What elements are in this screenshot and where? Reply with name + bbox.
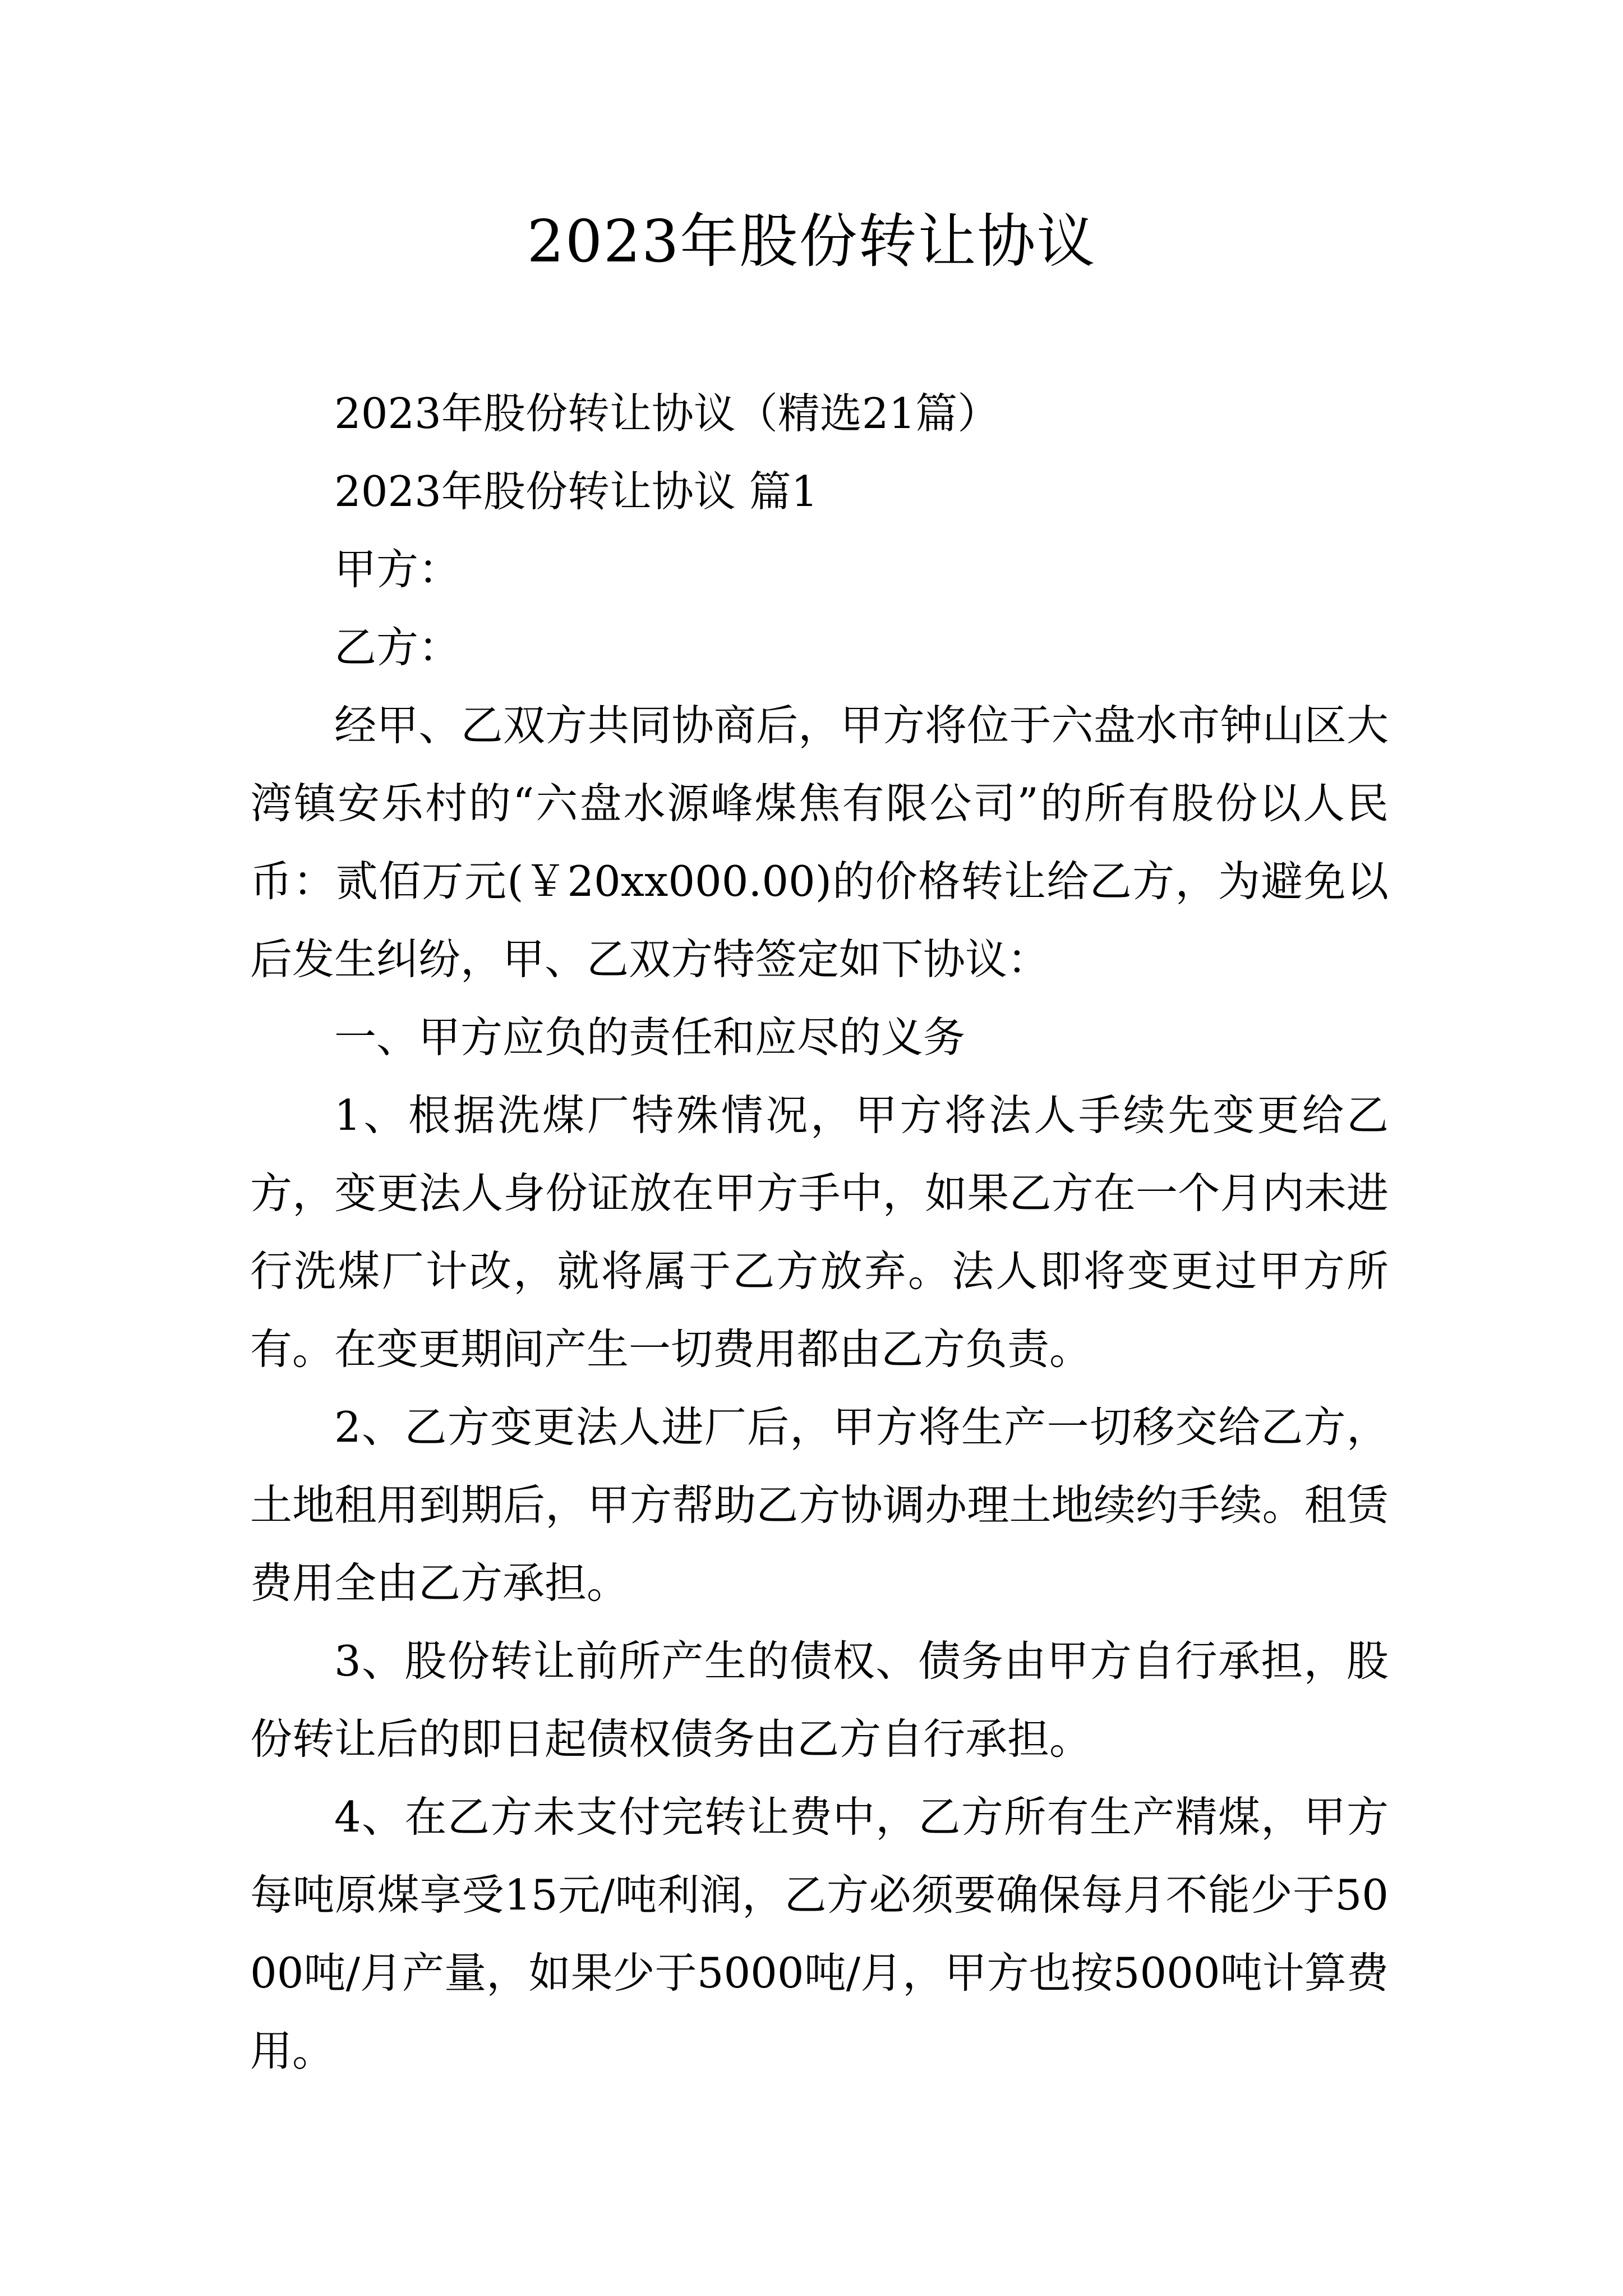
document-body — [250, 375, 1389, 2090]
paragraph-party-b: 乙方： — [334, 623, 461, 672]
paragraph-clause-4: 4、在乙方未支付完转让费中，乙方所有生产精煤，甲方每吨原煤享受15元/吨利润，乙方必须要确保每月不能少于5000吨/月产量，如果少于5000吨/月，甲方也按5000吨计算费用。 — [250, 1792, 1389, 2076]
paragraph-section-heading: 2023年股份转让协议 篇1 — [334, 467, 818, 516]
paragraph-clause-1: 1、根据洗煤厂特殊情况，甲方将法人手续先变更给乙方，变更法人身份证放在甲方手中，如果乙方在一个月内未进行洗煤厂计改，就将属于乙方放弃。法人即将变更过甲方所有。在变更期间产生一切费用都由乙方负责。 — [250, 1091, 1389, 1374]
paragraph-subtitle: 2023年股份转让协议（精选21篇） — [334, 389, 1000, 438]
paragraph-preamble: 经甲、乙双方共同协商后，甲方将位于六盘水市钟山区大湾镇安乐村的“六盘水源峰煤焦有限公司”的所有股份以人民币：贰佰万元(￥20xx000.00)的价格转让给乙方，为避免以后发生纠纷，甲、乙双方特签定如下协议： — [250, 701, 1389, 984]
document-title: 2023年股份转让协议 — [527, 207, 1096, 275]
paragraph-clause-heading-1: 一、甲方应负的责任和应尽的义务 — [334, 1013, 966, 1062]
paragraph-clause-2: 2、乙方变更法人进厂后，甲方将生产一切移交给乙方，土地租用到期后，甲方帮助乙方协调办理土地续约手续。租赁费用全由乙方承担。 — [250, 1402, 1389, 1608]
paragraph-party-a: 甲方： — [334, 545, 461, 594]
paragraph-clause-3: 3、股份转让前所产生的债权、债务由甲方自行承担，股份转让后的即日起债权债务由乙方自行承担。 — [250, 1636, 1389, 1764]
